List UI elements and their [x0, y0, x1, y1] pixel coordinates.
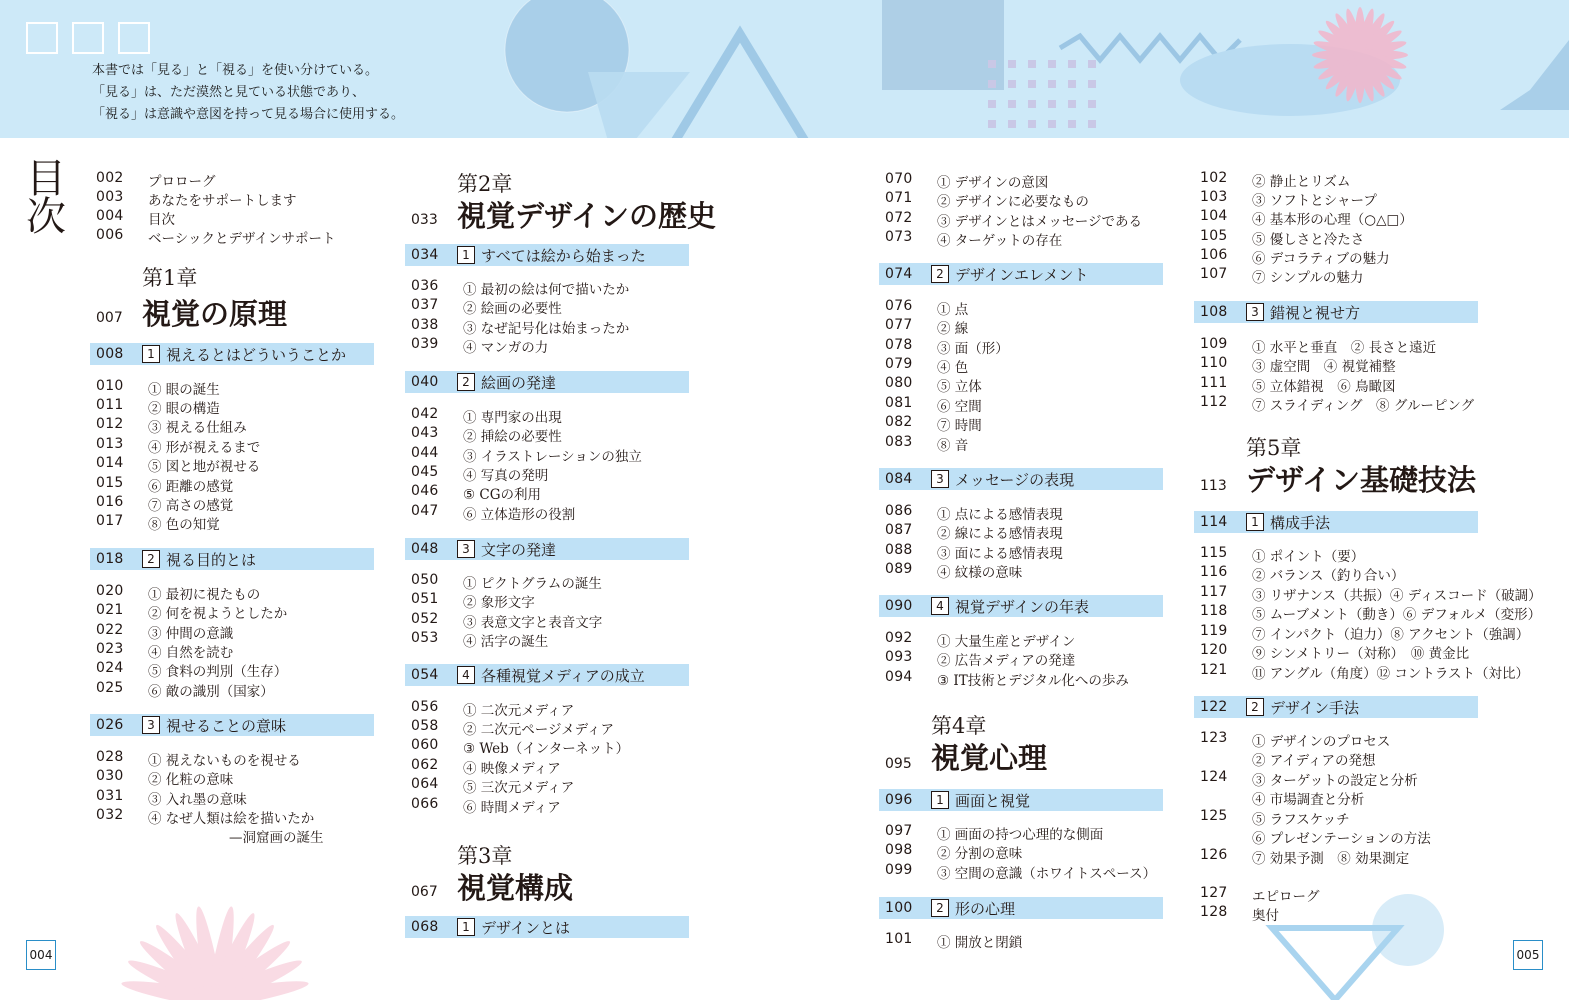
entry-title: エピローグ — [1252, 889, 1320, 905]
banner-flower — [1312, 7, 1408, 103]
entry-title: ③ リザナンス（共振）④ ディスコード（破調） — [1252, 588, 1542, 604]
entry-title: ⑦ シンプルの魅力 — [1252, 270, 1364, 286]
entry-title: ⑥ 距離の感覚 — [148, 479, 234, 495]
section-page: 100 — [885, 900, 913, 916]
entry-title: ④ なぜ人類は絵を描いたか — [148, 811, 315, 827]
entry-title: ⑥ 空間 — [937, 399, 982, 415]
entry-title: ② バランス（釣り合い） — [1252, 568, 1405, 584]
entry-page: 031 — [96, 788, 124, 804]
entry-page: 004 — [96, 208, 124, 224]
entry-page: 043 — [411, 425, 439, 441]
entry-title: ① 専門家の出現 — [463, 410, 562, 426]
section-bar[interactable] — [90, 548, 374, 570]
section-bar[interactable] — [90, 714, 374, 736]
entry-page: 109 — [1200, 336, 1228, 352]
entry-title: ④ 形が視えるまで — [148, 440, 261, 456]
entry-title: ⑤ 図と地が視せる — [148, 459, 261, 475]
entry-page: 002 — [96, 170, 124, 186]
section-title: メッセージの表現 — [955, 471, 1075, 489]
section-number-badge: 1 — [142, 345, 160, 363]
section-number-badge: 2 — [1246, 698, 1264, 716]
entry-title: ② 分割の意味 — [937, 846, 1023, 862]
section-number-badge: 1 — [1246, 513, 1264, 531]
section-number-badge: 3 — [931, 470, 949, 488]
entry-title: ④ 基本形の心理（○△□） — [1252, 212, 1413, 228]
entry-page: 076 — [885, 298, 913, 314]
entry-page: 021 — [96, 602, 124, 618]
entry-page: 097 — [885, 823, 913, 839]
entry-title: ③ 空間の意識（ホワイトスペース） — [937, 866, 1157, 882]
section-page: 008 — [96, 346, 124, 362]
entry-page: 028 — [96, 749, 124, 765]
entry-title: ⑥ デコラティブの魅力 — [1252, 251, 1390, 267]
entry-title: ② 静止とリズム — [1252, 174, 1351, 190]
section-bar[interactable] — [1194, 301, 1478, 323]
entry-title: ⑧ 音 — [937, 438, 969, 454]
entry-title: ⑥ 敵の識別（国家） — [148, 684, 274, 700]
entry-page: 112 — [1200, 394, 1228, 410]
entry-page: 062 — [411, 757, 439, 773]
entry-page: 047 — [411, 503, 439, 519]
entry-title: ④ 写真の発明 — [463, 468, 549, 484]
entry-title: ④ マンガの力 — [463, 340, 549, 356]
entry-page: 093 — [885, 649, 913, 665]
entry-title: ④ 活字の誕生 — [463, 634, 549, 650]
section-bar[interactable] — [90, 343, 374, 365]
section-page: 048 — [411, 541, 439, 557]
entry-title: ① デザインの意図 — [937, 175, 1049, 191]
section-title: デザインとは — [481, 919, 570, 937]
banner-triangle-small — [588, 72, 690, 138]
entry-page: 066 — [411, 796, 439, 812]
entry-title: ③ デザインとはメッセージである — [937, 214, 1143, 230]
entry-title: ③ 面による感情表現 — [937, 546, 1063, 562]
entry-title: ⑦ 時間 — [937, 418, 982, 434]
entry-page: 046 — [411, 483, 439, 499]
section-page: 122 — [1200, 699, 1228, 715]
entry-page: 025 — [96, 680, 124, 696]
entry-page: 083 — [885, 434, 913, 450]
entry-page: 011 — [96, 397, 124, 413]
entry-title: ⑤ 立体 — [937, 379, 982, 395]
entry-title: ② 象形文字 — [463, 595, 535, 611]
entry-page: 012 — [96, 416, 124, 432]
entry-page: 086 — [885, 503, 913, 519]
section-title: 絵画の発達 — [481, 374, 557, 392]
entry-title: ③ Web（インターネット） — [463, 741, 630, 757]
section-number-badge: 4 — [931, 597, 949, 615]
chapter-title: 視覚の原理 — [142, 297, 288, 331]
entry-page: 078 — [885, 337, 913, 353]
section-bar[interactable] — [879, 263, 1163, 285]
entry-title: ① 大量生産とデザイン — [937, 634, 1076, 650]
section-number-badge: 1 — [931, 791, 949, 809]
header-banner — [0, 0, 1569, 138]
entry-title: ① 水平と垂直 ② 長さと遠近 — [1252, 340, 1437, 356]
entry-title: ④ 市場調査と分析 — [1252, 792, 1365, 808]
entry-page: 064 — [411, 776, 439, 792]
entry-title: ③ ターゲットの設定と分析 — [1252, 773, 1418, 789]
entry-page: 123 — [1200, 730, 1228, 746]
section-number-badge: 3 — [457, 540, 475, 558]
section-page: 084 — [885, 471, 913, 487]
chapter-label: 第5章 — [1246, 436, 1302, 460]
entry-title: ③ ソフトとシャープ — [1252, 193, 1377, 209]
chapter-label: 第1章 — [142, 266, 198, 290]
entry-title: ① 点による感情表現 — [937, 507, 1063, 523]
bottom-right-triangle — [1272, 928, 1398, 1000]
entry-title: ② 絵画の必要性 — [463, 301, 562, 317]
entry-page: 058 — [411, 718, 439, 734]
section-bar[interactable] — [405, 538, 689, 560]
section-title: 文字の発達 — [481, 541, 557, 559]
entry-page: 081 — [885, 395, 913, 411]
entry-page: 050 — [411, 572, 439, 588]
entry-title: ③ なぜ記号化は始まったか — [463, 321, 630, 337]
entry-page: 118 — [1200, 603, 1228, 619]
entry-title: ① ピクトグラムの誕生 — [463, 576, 602, 592]
entry-title: ③ 虚空間 ④ 視覚補整 — [1252, 359, 1396, 375]
entry-page: 024 — [96, 660, 124, 676]
entry-title: ③ 視える仕組み — [148, 420, 247, 436]
page-number-right: 005 — [1513, 940, 1543, 970]
entry-title: ③ IT技術とデジタル化への歩み — [937, 673, 1129, 689]
entry-title: ② 挿絵の必要性 — [463, 429, 562, 445]
entry-page: 077 — [885, 317, 913, 333]
bottom-right-circle — [1372, 894, 1444, 966]
entry-title: ② アイディアの発想 — [1252, 753, 1376, 769]
entry-page: 088 — [885, 542, 913, 558]
entry-page: 022 — [96, 622, 124, 638]
section-title: 視覚デザインの年表 — [955, 598, 1089, 616]
entry-title: ② 眼の構造 — [148, 401, 220, 417]
section-number-badge: 4 — [457, 666, 475, 684]
entry-page: 110 — [1200, 355, 1228, 371]
entry-title: ② 線による感情表現 — [937, 526, 1063, 542]
entry-title: ⑨ シンメトリー（対称） ⑩ 黄金比 — [1252, 646, 1470, 662]
chapter-page: 033 — [411, 212, 438, 228]
entry-page: 099 — [885, 862, 913, 878]
entry-title: ④ ターゲットの存在 — [937, 233, 1063, 249]
entry-page: 107 — [1200, 266, 1228, 282]
entry-title: ① 最初の絵は何で描いたか — [463, 282, 630, 298]
entry-page: 037 — [411, 297, 439, 313]
entry-title: ⑥ プレゼンテーションの方法 — [1252, 831, 1431, 847]
entry-title: ⑤ 三次元メディア — [463, 780, 575, 796]
section-title: 視えるとはどういうことか — [166, 346, 347, 364]
entry-title: ① 開放と閉鎖 — [937, 935, 1023, 951]
page-number-left: 004 — [26, 940, 56, 970]
chapter-page: 007 — [96, 310, 123, 326]
toc-title — [26, 156, 66, 240]
section-title: すべては絵から始まった — [481, 247, 646, 265]
section-number-badge: 2 — [457, 373, 475, 391]
usage-note — [92, 60, 404, 126]
entry-page: 051 — [411, 591, 439, 607]
entry-title: ① ポイント（要） — [1252, 549, 1365, 565]
section-title: デザイン手法 — [1270, 699, 1359, 717]
entry-page: 016 — [96, 494, 124, 510]
entry-page: 102 — [1200, 170, 1228, 186]
entry-page: 079 — [885, 356, 913, 372]
entry-page: 010 — [96, 378, 124, 394]
section-page: 068 — [411, 919, 439, 935]
usage-note-line: 「見る」は、ただ漠然と見ている状態であり、 — [92, 85, 366, 100]
entry-title: ⑦ スライディング ⑧ グルーピング — [1252, 398, 1475, 414]
entry-page: 073 — [885, 229, 913, 245]
banner-corner-shape — [1500, 40, 1569, 110]
entry-title: ④ 映像メディア — [463, 761, 561, 777]
entry-page: 121 — [1200, 662, 1228, 678]
banner-square-outline — [118, 22, 150, 54]
section-bar[interactable] — [405, 371, 689, 393]
entry-page: 053 — [411, 630, 439, 646]
banner-square-outline — [72, 22, 104, 54]
entry-title: ③ イラストレーションの独立 — [463, 449, 642, 465]
chapter-page: 095 — [885, 756, 912, 772]
entry-title: ⑤ 優しさと冷たさ — [1252, 232, 1365, 248]
entry-title: ① 最初に視たもの — [148, 587, 261, 603]
entry-title: ③ 面（形） — [937, 341, 1009, 357]
entry-page: 015 — [96, 475, 124, 491]
entry-page: 017 — [96, 513, 124, 529]
entry-page: 060 — [411, 737, 439, 753]
entry-page: 014 — [96, 455, 124, 471]
chapter-title: 視覚構成 — [457, 871, 574, 905]
section-bar[interactable] — [879, 897, 1163, 919]
entry-page: 070 — [885, 171, 913, 187]
section-title: 構成手法 — [1270, 514, 1331, 532]
entry-page: 087 — [885, 522, 913, 538]
entry-title: ② 何を視ようとしたか — [148, 606, 288, 622]
entry-title: —洞窟画の誕生 — [148, 830, 324, 846]
chapter-title: デザイン基礎技法 — [1246, 463, 1476, 497]
entry-title: ⑥ 立体造形の役割 — [463, 507, 576, 523]
section-bar[interactable] — [1194, 511, 1478, 533]
chapter-page: 113 — [1200, 478, 1227, 494]
entry-page: 045 — [411, 464, 439, 480]
section-bar[interactable] — [879, 595, 1163, 617]
entry-page: 101 — [885, 931, 913, 947]
section-number-badge: 2 — [142, 550, 160, 568]
entry-title: ① 画面の持つ心理的な側面 — [937, 827, 1104, 843]
toc-title-char: 次 — [26, 194, 66, 240]
entry-title: ① デザインのプロセス — [1252, 734, 1391, 750]
entry-title: ⑦ 効果予測 ⑧ 効果測定 — [1252, 851, 1410, 867]
section-page: 074 — [885, 266, 913, 282]
section-bar[interactable] — [405, 916, 689, 938]
entry-page: 013 — [96, 436, 124, 452]
section-bar[interactable] — [879, 789, 1163, 811]
section-page: 026 — [96, 717, 124, 733]
entry-page: 071 — [885, 190, 913, 206]
entry-page: 072 — [885, 210, 913, 226]
section-bar[interactable] — [405, 664, 689, 686]
entry-page: 092 — [885, 630, 913, 646]
entry-title: あなたをサポートします — [148, 193, 297, 209]
entry-page: 089 — [885, 561, 913, 577]
chapter-label: 第4章 — [931, 714, 987, 738]
section-page: 054 — [411, 667, 439, 683]
entry-title: ⑤ ムーブメント（動き）⑥ デフォルメ（変形） — [1252, 607, 1542, 623]
entry-title: ② 化粧の意味 — [148, 772, 234, 788]
banner-dot-grid — [988, 60, 1096, 128]
entry-page: 116 — [1200, 564, 1228, 580]
section-title: 各種視覚メディアの成立 — [481, 667, 645, 685]
entry-title: ⑤ CGの利用 — [463, 487, 542, 503]
entry-title: ② 二次元ページメディア — [463, 722, 615, 738]
entry-page: 103 — [1200, 189, 1228, 205]
banner-square — [882, 0, 1004, 90]
entry-page: 006 — [96, 227, 124, 243]
entry-page: 125 — [1200, 808, 1228, 824]
section-page: 090 — [885, 598, 913, 614]
entry-title: ⑤ ラフスケッチ — [1252, 812, 1350, 828]
entry-title: ④ 紋様の意味 — [937, 565, 1023, 581]
section-page: 096 — [885, 792, 913, 808]
entry-title: ② 広告メディアの発達 — [937, 653, 1076, 669]
entry-page: 003 — [96, 189, 124, 205]
entry-title: ⑥ 時間メディア — [463, 800, 561, 816]
entry-page: 094 — [885, 669, 913, 685]
section-page: 108 — [1200, 304, 1228, 320]
entry-title: プロローグ — [148, 174, 216, 190]
entry-page: 111 — [1200, 375, 1228, 391]
section-title: 画面と視覚 — [955, 792, 1031, 810]
entry-title: 奥付 — [1252, 908, 1279, 924]
section-number-badge: 3 — [142, 716, 160, 734]
entry-title: ベーシックとデザインサポート — [148, 231, 336, 247]
entry-title: ⑪ アングル（角度）⑫ コントラスト（対比） — [1252, 666, 1529, 682]
entry-page: 039 — [411, 336, 439, 352]
entry-title: ⑧ 色の知覚 — [148, 517, 220, 533]
entry-page: 104 — [1200, 208, 1228, 224]
entry-page: 020 — [96, 583, 124, 599]
entry-page: 082 — [885, 414, 913, 430]
entry-title: ⑤ 食料の判別（生存） — [148, 664, 288, 680]
section-bar[interactable] — [879, 468, 1163, 490]
entry-title: ① 点 — [937, 302, 969, 318]
usage-note-line: 本書では「見る」と「視る」を使い分けている。 — [92, 63, 379, 78]
chapter-title: 視覚デザインの歴史 — [457, 199, 716, 233]
entry-page: 032 — [96, 807, 124, 823]
entry-title: ③ 表意文字と表音文字 — [463, 615, 603, 631]
entry-page: 044 — [411, 445, 439, 461]
entry-page: 106 — [1200, 247, 1228, 263]
entry-page: 080 — [885, 375, 913, 391]
section-number-badge: 2 — [931, 265, 949, 283]
entry-title: ② 線 — [937, 321, 969, 337]
section-page: 114 — [1200, 514, 1228, 530]
entry-title: ③ 入れ墨の意味 — [148, 792, 247, 808]
section-bar[interactable] — [1194, 696, 1478, 718]
section-title: 視る目的とは — [166, 551, 257, 569]
entry-title: ④ 自然を読む — [148, 645, 234, 661]
banner-triangle-outline — [666, 34, 814, 138]
section-number-badge: 3 — [1246, 303, 1264, 321]
toc-title-char: 目 — [26, 156, 66, 202]
entry-page: 036 — [411, 278, 439, 294]
banner-square-outline — [26, 22, 58, 54]
entry-page: 105 — [1200, 228, 1228, 244]
section-title: デザインエレメント — [955, 266, 1089, 284]
section-number-badge: 2 — [931, 899, 949, 917]
entry-page: 023 — [96, 641, 124, 657]
section-title: 視せることの意味 — [166, 717, 287, 735]
entry-title: ④ 色 — [937, 360, 969, 376]
section-page: 018 — [96, 551, 124, 567]
entry-page: 038 — [411, 317, 439, 333]
section-title: 形の心理 — [955, 900, 1016, 918]
chapter-label: 第3章 — [457, 844, 513, 868]
entry-page: 128 — [1200, 904, 1228, 920]
entry-page: 042 — [411, 406, 439, 422]
chapter-page: 067 — [411, 884, 438, 900]
entry-title: ② デザインに必要なもの — [937, 194, 1089, 210]
section-page: 040 — [411, 374, 439, 390]
entry-page: 119 — [1200, 623, 1228, 639]
entry-page: 126 — [1200, 847, 1228, 863]
entry-page: 120 — [1200, 642, 1228, 658]
section-page: 034 — [411, 247, 439, 263]
entry-page: 052 — [411, 611, 439, 627]
chapter-label: 第2章 — [457, 172, 513, 196]
entry-title: ⑦ 高さの感覚 — [148, 498, 234, 514]
section-number-badge: 1 — [457, 246, 475, 264]
entry-page: 117 — [1200, 584, 1228, 600]
section-number-badge: 1 — [457, 918, 475, 936]
entry-page: 056 — [411, 699, 439, 715]
chapter-title: 視覚心理 — [931, 741, 1048, 775]
entry-title: ③ 仲間の意識 — [148, 626, 234, 642]
entry-title: 目次 — [148, 212, 175, 228]
entry-title: ① 眼の誕生 — [148, 382, 220, 398]
entry-page: 098 — [885, 842, 913, 858]
bottom-left-flower — [120, 905, 310, 1000]
usage-note-line: 「視る」は意識や意図を持って見る場合に使用する。 — [92, 107, 405, 122]
section-title: 錯視と視せ方 — [1270, 304, 1361, 322]
entry-page: 030 — [96, 768, 124, 784]
section-bar[interactable] — [405, 244, 689, 266]
entry-title: ⑦ インパクト（迫力）⑧ アクセント（強調） — [1252, 627, 1530, 643]
entry-title: ① 二次元メディア — [463, 703, 575, 719]
entry-page: 115 — [1200, 545, 1228, 561]
entry-page: 124 — [1200, 769, 1228, 785]
entry-page: 127 — [1200, 885, 1228, 901]
entry-title: ① 視えないものを視せる — [148, 753, 301, 769]
entry-title: ⑤ 立体錯視 ⑥ 鳥瞰図 — [1252, 379, 1396, 395]
